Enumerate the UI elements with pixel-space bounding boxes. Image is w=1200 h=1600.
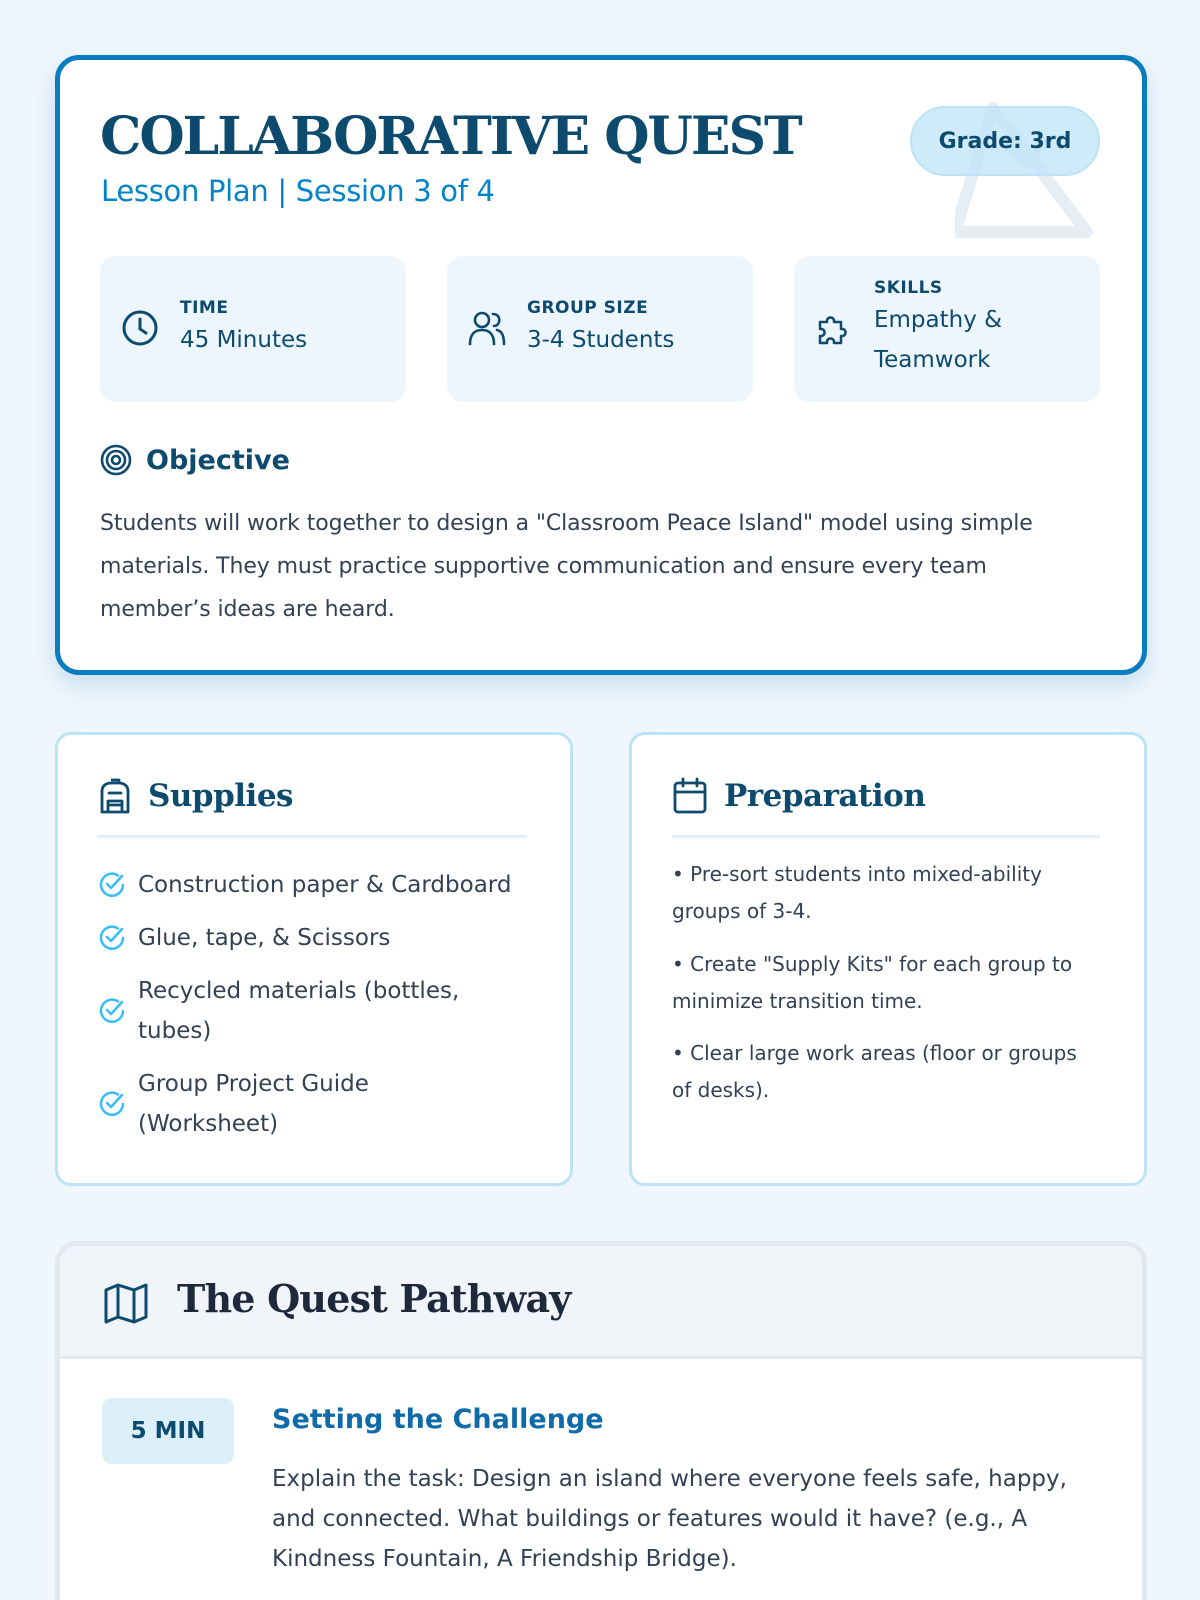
backpack-icon <box>98 777 132 815</box>
supply-item <box>98 1064 528 1144</box>
check-circle-icon <box>98 871 126 899</box>
clock-icon <box>120 308 160 348</box>
puzzle-icon <box>814 310 850 346</box>
lesson-title: COLLABORATIVE QUEST <box>100 106 801 167</box>
stat-value: 3-4 Students <box>527 327 675 353</box>
pathway-title: The Quest Pathway <box>177 1276 571 1321</box>
divider <box>98 835 526 838</box>
stat-label: SKILLS <box>874 278 943 298</box>
supplies-card <box>55 732 573 1186</box>
pathway-card <box>55 1241 1147 1600</box>
supply-item-label: Group Project Guide (Worksheet) <box>138 1071 369 1137</box>
divider <box>672 835 1100 838</box>
stat-card-group-size <box>447 256 753 402</box>
preparation-item: • Clear large work areas (floor or groups of desks). <box>672 1041 1077 1102</box>
supply-item-label: Construction paper & Cardboard <box>138 872 512 898</box>
preparation-card <box>629 732 1147 1186</box>
supply-item <box>98 865 528 905</box>
preparation-item: • Create "Supply Kits" for each group to minimize transition time. <box>672 952 1073 1013</box>
stat-label: GROUP SIZE <box>527 298 649 318</box>
preparation-item: • Pre-sort students into mixed-ability groups of 3-4. <box>672 862 1042 923</box>
objective-text: Students will work together to design a "Classroom Peace Island" model using simple materials. They must practice supportive communication and ensure every team member’s ideas are heard. <box>100 511 1033 622</box>
step-description: Explain the task: Design an island where everyone feels safe, happy, and connected. What buildings or features would it have? (e.g., A Kindness Fountain, A Friendship Bridge). <box>272 1466 1067 1572</box>
grade-badge: Grade: 3rd <box>910 106 1100 176</box>
target-icon <box>100 444 132 476</box>
preparation-title: Preparation <box>724 778 926 814</box>
map-icon <box>103 1281 149 1325</box>
preparation-heading <box>672 777 1102 815</box>
lesson-subtitle: Lesson Plan | Session 3 of 4 <box>101 174 495 208</box>
lesson-header-card <box>55 55 1147 675</box>
check-circle-icon <box>98 924 126 952</box>
calendar-icon <box>672 777 708 815</box>
supply-item <box>98 971 528 1051</box>
check-circle-icon <box>98 1090 126 1118</box>
stat-card-time <box>100 256 406 402</box>
step-duration-badge: 5 MIN <box>102 1398 234 1464</box>
supplies-title: Supplies <box>148 778 294 814</box>
stat-value: 45 Minutes <box>180 327 308 353</box>
check-circle-icon <box>98 997 126 1025</box>
supplies-heading <box>98 777 528 815</box>
stat-value: Empathy & Teamwork <box>874 307 1003 373</box>
step-title: Setting the Challenge <box>272 1404 604 1435</box>
supply-item <box>98 918 528 958</box>
supply-item-label: Glue, tape, & Scissors <box>138 925 391 951</box>
stat-card-skills <box>794 256 1100 402</box>
objective-heading <box>100 444 290 476</box>
users-icon <box>467 308 507 348</box>
stat-label: TIME <box>180 298 229 318</box>
objective-title: Objective <box>146 444 290 476</box>
supply-item-label: Recycled materials (bottles, tubes) <box>138 978 460 1044</box>
pathway-header <box>60 1246 1142 1359</box>
